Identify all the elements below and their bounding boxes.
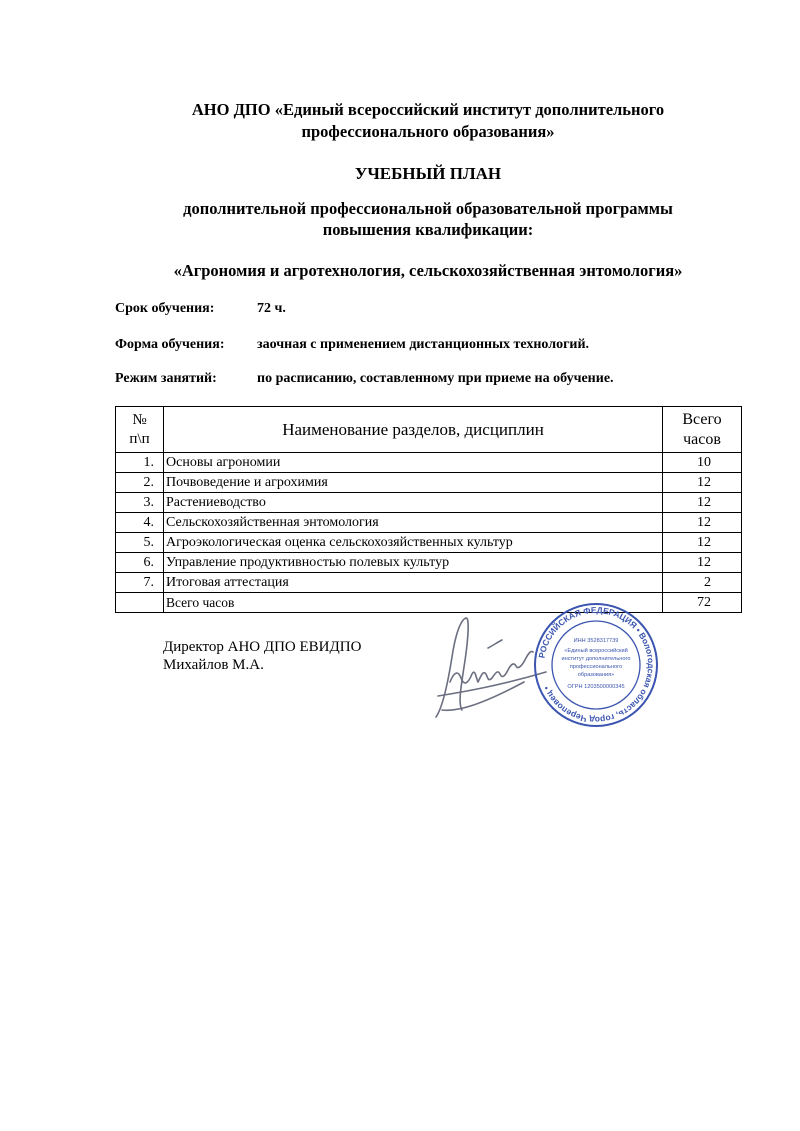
director-block [163,638,361,674]
row-hours: 12 [663,493,742,513]
row-discipline: Растениеводство [164,493,663,513]
stamp-outer-text: РОССИЙСКАЯ ФЕДЕРАЦИЯ • Вологодская область, город Череповец • [536,604,657,726]
schedule-value: по расписанию, составленному при приеме на обучение. [257,371,614,386]
table-header-row [116,407,742,453]
form-label: Форма обучения: [115,337,225,352]
organization-stamp [531,600,661,730]
stamp-inn: ИНН 3528317739 [573,638,619,644]
row-number: 6. [116,553,164,573]
organization-name-line1: АНО ДПО «Единый всероссийский институт дополнительного [191,100,665,119]
total-hours: 72 [663,593,742,613]
column-header-hours [663,407,742,453]
row-discipline: Управление продуктивностью полевых культур [164,553,663,573]
program-name: «Агрономия и агротехнология, сельскохозяйственная энтомология» [173,261,683,280]
row-hours: 12 [663,533,742,553]
subtitle-line2: повышения квалификации: [322,220,534,239]
column-header-number-line2: п\п [129,430,150,447]
column-header-number [116,407,164,453]
row-hours: 12 [663,553,742,573]
row-hours: 10 [663,453,742,473]
schedule-label: Режим занятий: [115,371,217,386]
stamp-line5: образования» [577,672,615,678]
row-discipline: Итоговая аттестация [164,573,663,593]
table-row [116,473,742,493]
stamp-line2: «Единый всероссийский [564,648,628,654]
duration-label: Срок обучения: [115,301,215,316]
total-row-number [116,593,164,613]
row-hours: 12 [663,513,742,533]
stamp-ogrn: ОГРН 1203500000345 [567,684,625,690]
row-hours: 12 [663,473,742,493]
row-hours: 2 [663,573,742,593]
row-discipline: Основы агрономии [164,453,663,473]
row-number: 5. [116,533,164,553]
stamp-line3: институт дополнительного [561,656,631,662]
row-number: 4. [116,513,164,533]
document-title: УЧЕБНЫЙ ПЛАН [354,164,502,183]
row-discipline: Почвоведение и агрохимия [164,473,663,493]
row-discipline: Сельскохозяйственная энтомология [164,513,663,533]
organization-name-line2: профессионального образования» [301,122,555,141]
document-subtitle [0,198,800,240]
row-discipline: Агроэкологическая оценка сельскохозяйственных культур [164,533,663,553]
column-header-hours-line1: Всего [682,410,722,428]
total-label: Всего часов [164,593,663,613]
table-row [116,573,742,593]
column-header-name: Наименование разделов, дисциплин [164,407,663,453]
table-row [116,493,742,513]
director-name: Михайлов М.А. [163,657,264,673]
column-header-hours-line2: часов [683,430,721,448]
table-row [116,553,742,573]
row-number: 7. [116,573,164,593]
director-title: Директор АНО ДПО ЕВИДПО [163,639,362,655]
row-number: 2. [116,473,164,493]
row-number: 3. [116,493,164,513]
column-header-number-line1: № [132,411,147,428]
subtitle-line1: дополнительной профессиональной образовательной программы [183,199,673,218]
table-row [116,453,742,473]
form-value: заочная с применением дистанционных технологий. [257,337,590,352]
curriculum-table [115,406,742,613]
table-row [116,513,742,533]
organization-name [0,99,800,143]
duration-value: 72 ч. [257,301,286,316]
table-row [116,533,742,553]
stamp-line4: профессионального [569,664,623,670]
row-number: 1. [116,453,164,473]
